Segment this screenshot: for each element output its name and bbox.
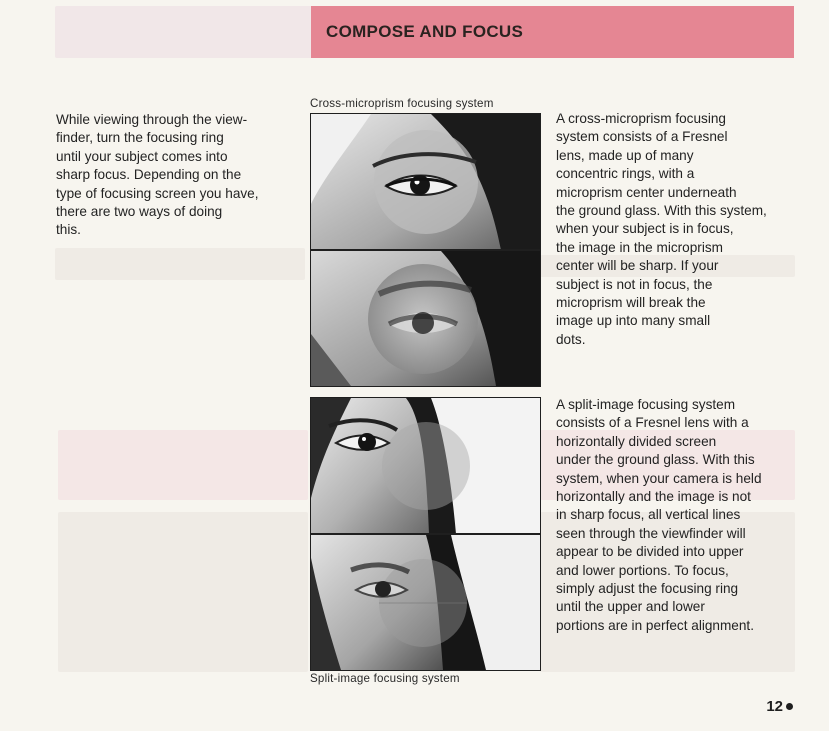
- bleed-through-shadow: [58, 512, 308, 672]
- cross-microprism-paragraph: A cross-microprism focusing system consists of a Fresnel lens, made up of many concentric rings, with a microprism center underneath the ground glass. With this system, when your subject is in focus, the image in the microprism center will be sharp. If your subject is not in focus, the microprism will break the image up into many small dots.: [556, 111, 767, 347]
- split-image-caption: Split-image focusing system: [310, 672, 460, 685]
- cross-microprism-photo: [310, 113, 541, 387]
- bleed-through-shadow: [58, 430, 308, 500]
- page-number: [766, 698, 793, 715]
- cross-microprism-caption: Cross-microprism focusing system: [310, 97, 494, 110]
- page-title: COMPOSE AND FOCUS: [326, 22, 524, 41]
- bleed-through-shadow: [55, 248, 305, 280]
- split-image-paragraph: A split-image focusing system consists of a Fresnel lens with a horizontally divided screen under the ground glass. With this system, when your camera is held horizontally and the image is not in sharp focus, all vertical lines seen through the viewfinder will appear to be divided into upper and lower portions. To focus, simply adjust the focusing ring until the upper and lower portions are in perfect alignment.: [556, 397, 762, 633]
- intro-paragraph: While viewing through the view- finder, turn the focusing ring until your subject comes into sharp focus. Depending on the type of focusing screen you have, there are two ways of doing this.: [56, 112, 259, 238]
- bleed-through-shadow: [55, 6, 313, 58]
- split-image-photo: [310, 397, 541, 671]
- bullet-dot-icon: [786, 703, 793, 710]
- page-number-value: 12: [766, 698, 783, 715]
